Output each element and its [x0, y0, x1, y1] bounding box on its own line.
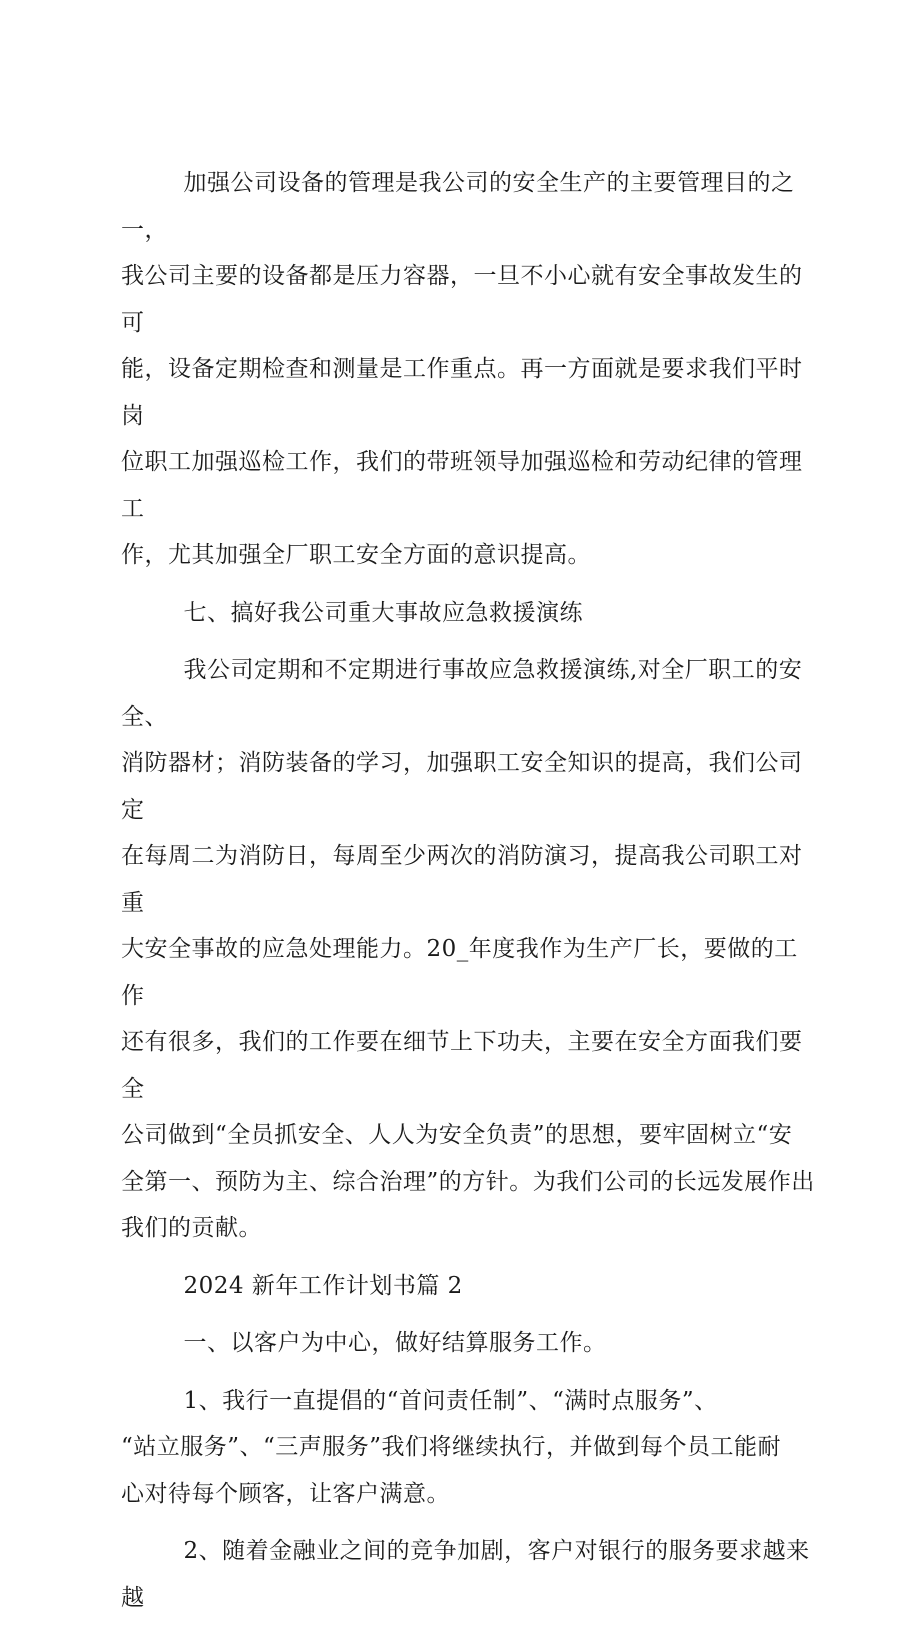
heading-emergency-drill: 七、搞好我公司重大事故应急救援演练	[121, 599, 583, 626]
document-body	[121, 160, 821, 1632]
paragraph-emergency-drill: 我公司定期和不定期进行事故应急救援演练,对全厂职工的安全、 消防器材；消防装备的学习，加强职工安全知识的提高，我们公司定 在每周二为消防日，每周至少两次的消防演习，提高我公司职工对重 大安全事故的应急处理能力。20_年度我作为生产厂长，要做的工作 还有很多，我们的工作要在细节上下功夫，主要在安全方面我们要全 公司做到“全员抓安全、人人为安全负责”的思想，要牢固树立“安 全第一、预防为主、综合治理”的方针。为我们公司的长远发展作出 我们的贡献。	[121, 657, 815, 1241]
heading-customer-service: 一、以客户为中心，做好结算服务工作。	[121, 1330, 607, 1356]
paragraph-equipment-management: 加强公司设备的管理是我公司的安全生产的主要管理目的之一， 我公司主要的设备都是压力容器，一旦不小心就有安全事故发生的可 能，设备定期检查和测量是工作重点。再一方面就是要求我们平时岗 位职工加强巡检工作，我们的带班领导加强巡检和劳动纪律的管理工 作，尤其加强全厂职工安全方面的意识提高。	[121, 170, 803, 568]
paragraph-service-item-1: 1、我行一直提倡的“首问责任制”、“满时点服务”、 “站立服务”、“三声服务”我们将继续执行，并做到每个员工能耐 心对待每个顾客，让客户满意。	[121, 1387, 782, 1507]
paragraph-service-item-2: 2、随着金融业之间的竞争加剧，客户对银行的服务要求越来越	[121, 1538, 810, 1611]
heading-work-plan-part-2: 2024 新年工作计划书篇 2	[121, 1272, 463, 1299]
